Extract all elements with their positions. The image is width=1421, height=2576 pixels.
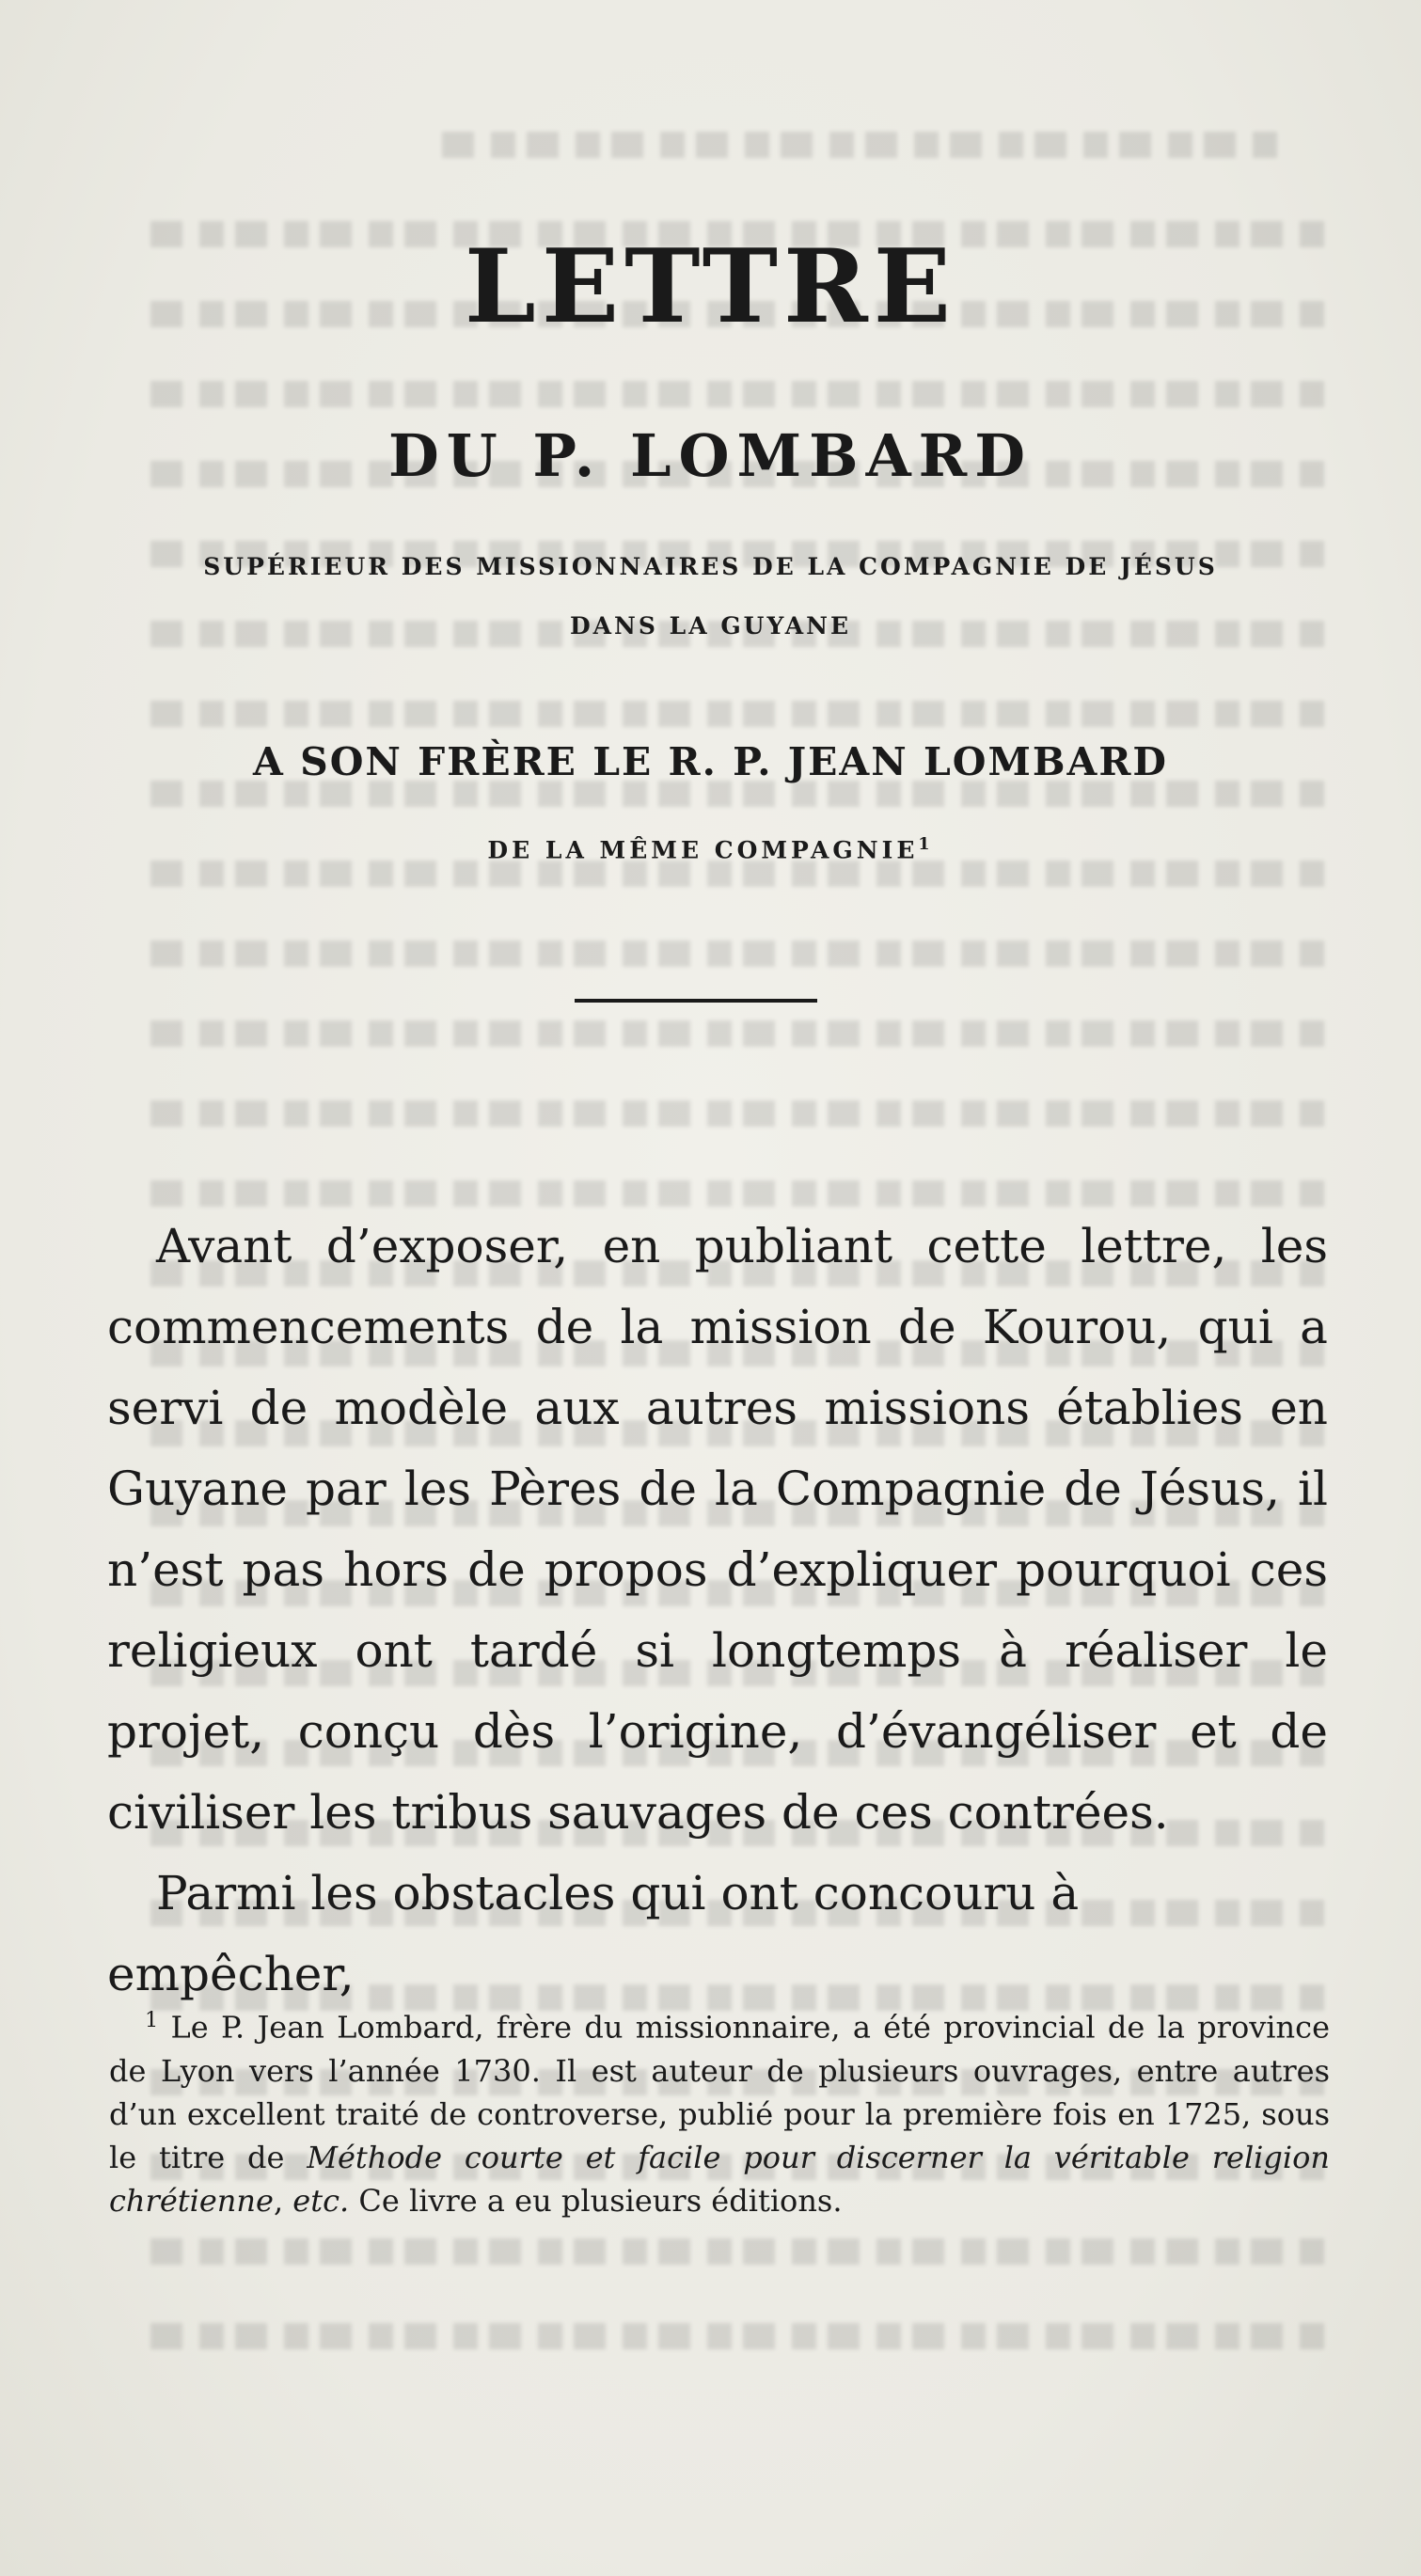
letter-title: LETTRE [464, 228, 957, 346]
company-line [0, 828, 1421, 867]
separator-rule [575, 999, 817, 1003]
footnote [109, 1999, 1330, 2222]
footnote-text-b: , [273, 2182, 293, 2219]
footnote-reference: 1 [918, 835, 934, 854]
footnote-italic-etc: etc. [292, 2182, 350, 2219]
footnote-text-c: Ce livre a eu plusieurs éditions. [349, 2182, 843, 2219]
company-line-text: DE LA MÊME COMPAGNIE [487, 836, 919, 864]
superior-line-2: DANS LA GUYANE [569, 612, 852, 640]
superior-line-1: SUPÉRIEUR DES MISSIONNAIRES DE LA COMPAGNIE DE JÉSUS [203, 553, 1218, 580]
body-paragraph-2: Parmi les obstacles qui ont concouru à empêcher, [107, 1866, 1080, 2001]
footnote-text-a: Le P. Jean Lombard, frère du missionnaire, a été provincial de la province de Lyon vers l’année 1730. Il est auteur de plusieurs ouvrages, entre autres d’un excellent traité de controverse, publié pour la première fois en 1725, sous le titre de [109, 2009, 1331, 2175]
recipient-line: A SON FRÈRE LE R. P. JEAN LOMBARD [253, 739, 1168, 784]
footnote-marker: 1 [145, 2008, 159, 2032]
author-line: DU P. LOMBARD [388, 421, 1033, 490]
footnote-italic-title: Méthode courte et facile pour discerner la véritable religion chrétienne [109, 2139, 1331, 2219]
body-paragraph-1: Avant d’exposer, en publiant cette lettre, les commencements de la mission de Kourou, qui a servi de modèle aux autres missions établies en Guyane par les Pères de la Compagnie de Jésus, il n’est pas hors de propos d’expliquer pourquoi ces religieux ont tardé si longtemps à réaliser le projet, conçu dès l’origine, d’évangéliser et de civiliser les tribus sauvages de ces contrées. [107, 1219, 1328, 1840]
body-text [107, 1206, 1328, 2015]
